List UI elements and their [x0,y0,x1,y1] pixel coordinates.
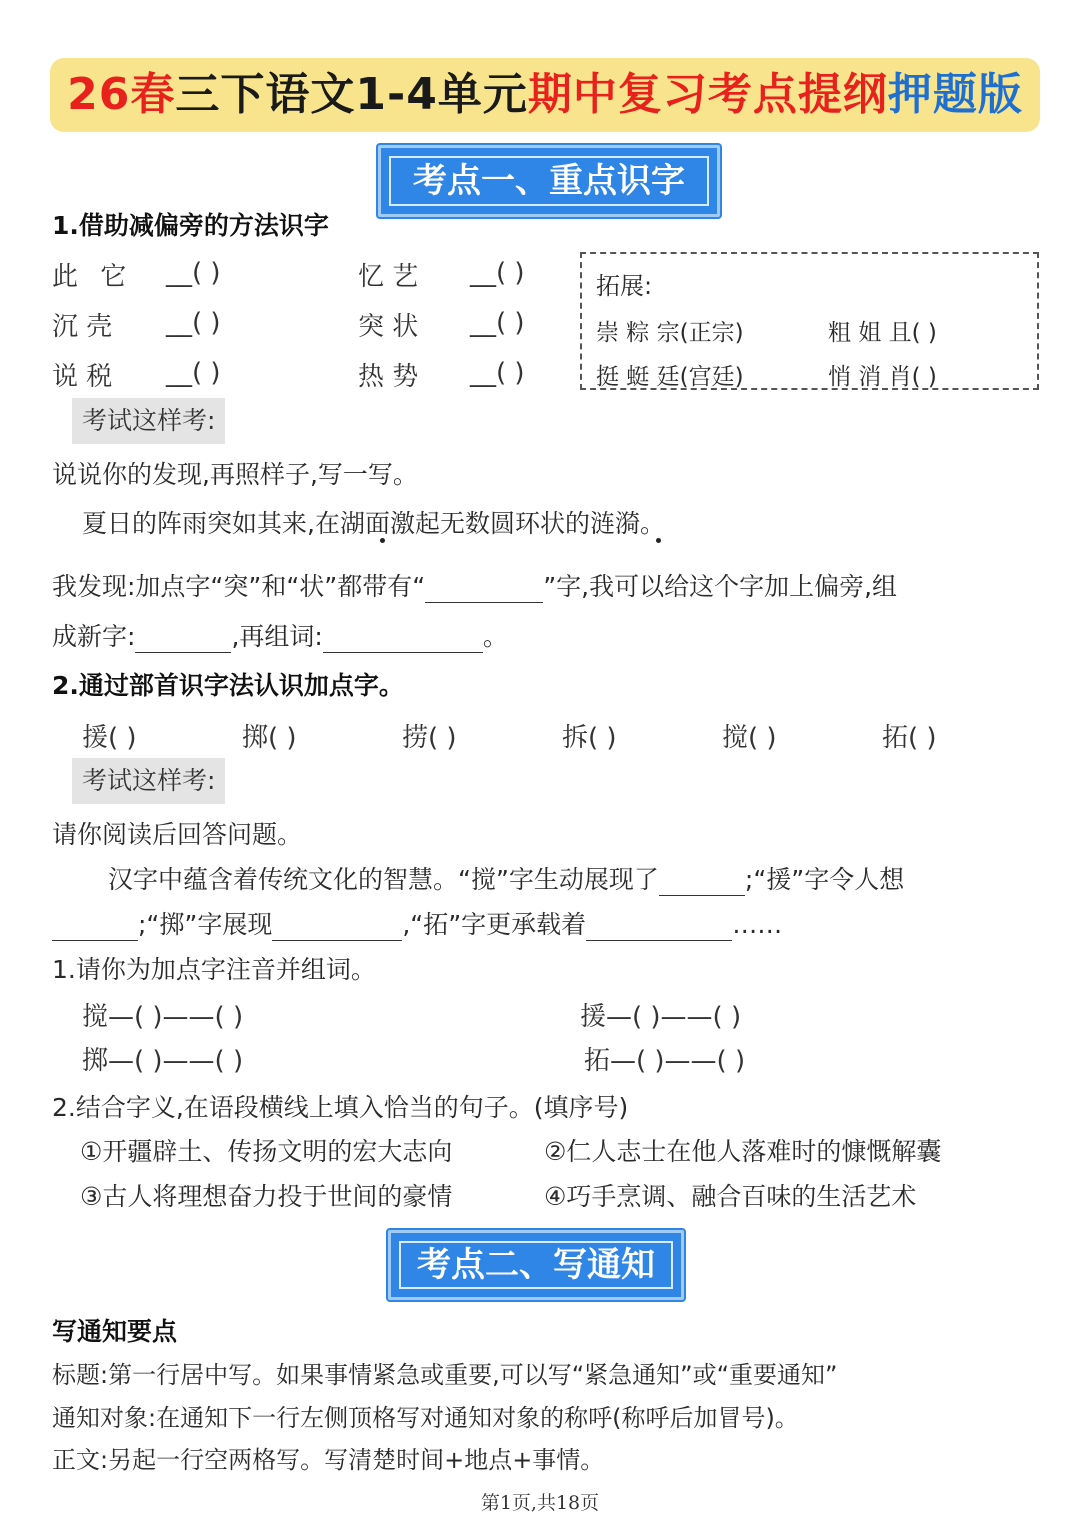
pinyin-row: 援—( )——( ) [580,1002,742,1032]
pinyin-row: 搅—( )——( ) [82,1002,244,1032]
notice-point: 通知对象:在通知下一行左侧顶格写对通知对象的称呼(称呼后加冒号)。 [52,1404,799,1432]
extension-label: 拓展: [596,272,653,300]
char-pair: 说 税 [52,362,113,392]
passage-blank[interactable] [272,914,402,941]
title-part-3: 期中复习考点提纲 [527,69,888,120]
passage-blank[interactable] [52,914,138,941]
notice-points-title: 写通知要点 [52,1317,178,1346]
radical-char: 掷( ) [242,723,297,753]
new-char-blank[interactable] [135,626,231,653]
exercise-sentence: 夏日的阵雨突如其来,在湖面激起无数圆环状的涟漪。 [82,509,665,538]
title-banner [50,58,1040,132]
q2-title: 2.通过部首识字法认识加点字。 [52,671,404,700]
passage-text-c: ;“掷”字展现 [138,910,273,939]
pinyin-row: 拓—( )——( ) [584,1046,746,1076]
radical-char: 搅( ) [722,723,777,753]
char-pair: 此 它 [52,262,127,292]
radical-char: 捞( ) [402,723,457,753]
char-pair: 沉 壳 [52,312,113,342]
extension-row: 挺 蜓 廷(宫廷) [596,364,744,390]
notice-point: 正文:另起一行空两格写。写清楚时间+地点+事情。 [52,1446,605,1474]
passage-text-b: ;“援”字令人想 [744,865,905,894]
title-part-2: 三下语文1-4单元 [175,69,528,120]
passage-text-d: ,“拓”字更承载着 [402,910,587,939]
answer-blank: __( ) [470,258,525,288]
extension-row: 粗 姐 且( ) [828,320,937,346]
passage-line-1 [108,860,904,896]
title-part-1: 26春 [67,69,176,120]
sub-question-1: 1.请你为加点字注音并组词。 [52,955,376,984]
sub-question-2: 2.结合字义,在语段横线上填入恰当的句子。(填序号) [52,1093,629,1122]
option: ②仁人志士在他人落难时的慷慨解囊 [544,1137,942,1166]
word-label: ,再组词: [231,622,323,651]
period: 。 [482,622,508,651]
option: ③古人将理想奋力投于世间的豪情 [80,1182,453,1211]
discovery-line [52,567,897,603]
radical-char: 援( ) [82,723,137,753]
answer-blank: __( ) [166,308,221,338]
passage-text-a: 汉字中蕴含着传统文化的智慧。“搅”字生动展现了 [108,865,659,894]
extension-row: 崇 粽 宗(正宗) [596,320,744,346]
title-part-4: 押题版 [887,69,1023,120]
answer-blank: __( ) [166,258,221,288]
q1-title: 1.借助减偏旁的方法识字 [52,211,329,240]
section2-heading: 考点二、写通知 [388,1230,684,1300]
emphasis-dot [380,538,385,543]
radical-char: 拓( ) [882,723,937,753]
answer-blank: __( ) [166,358,221,388]
section1-heading: 考点一、重点识字 [378,145,720,217]
word-blank[interactable] [323,626,483,653]
discovery-text-b: ”字,我可以给这个字加上偏旁,组 [543,572,898,601]
discovery-text-a: 我发现:加点字“突”和“状”都带有“ [52,572,426,601]
option: ①开疆辟土、传扬文明的宏大志向 [80,1137,453,1166]
answer-blank: __( ) [470,358,525,388]
passage-text-e: …… [732,910,783,939]
exam-tag: 考试这样考: [72,758,225,804]
char-pair: 忆 艺 [358,262,419,292]
passage-line-2 [52,905,782,941]
answer-blank: __( ) [470,308,525,338]
option: ④巧手烹调、融合百味的生活艺术 [544,1182,917,1211]
char-pair: 突 状 [358,312,419,342]
radical-char: 拆( ) [562,723,617,753]
page-footer: 第1页,共18页 [480,1492,600,1514]
read-prompt: 请你阅读后回答问题。 [52,820,303,849]
new-char-label: 成新字: [52,622,136,651]
exam-tag: 考试这样考: [72,398,225,444]
passage-blank[interactable] [586,914,732,941]
new-char-line [52,617,508,653]
notice-point: 标题:第一行居中写。如果事情紧急或重要,可以写“紧急通知”或“重要通知” [52,1361,838,1389]
passage-blank[interactable] [659,869,745,896]
discovery-blank[interactable] [425,576,543,603]
pinyin-row: 掷—( )——( ) [82,1046,244,1076]
emphasis-dot [656,538,661,543]
page-title [50,58,1040,132]
char-pair: 热 势 [358,362,419,392]
exercise-prompt: 说说你的发现,再照样子,写一写。 [52,460,418,489]
extension-row: 悄 消 肖( ) [828,364,937,390]
